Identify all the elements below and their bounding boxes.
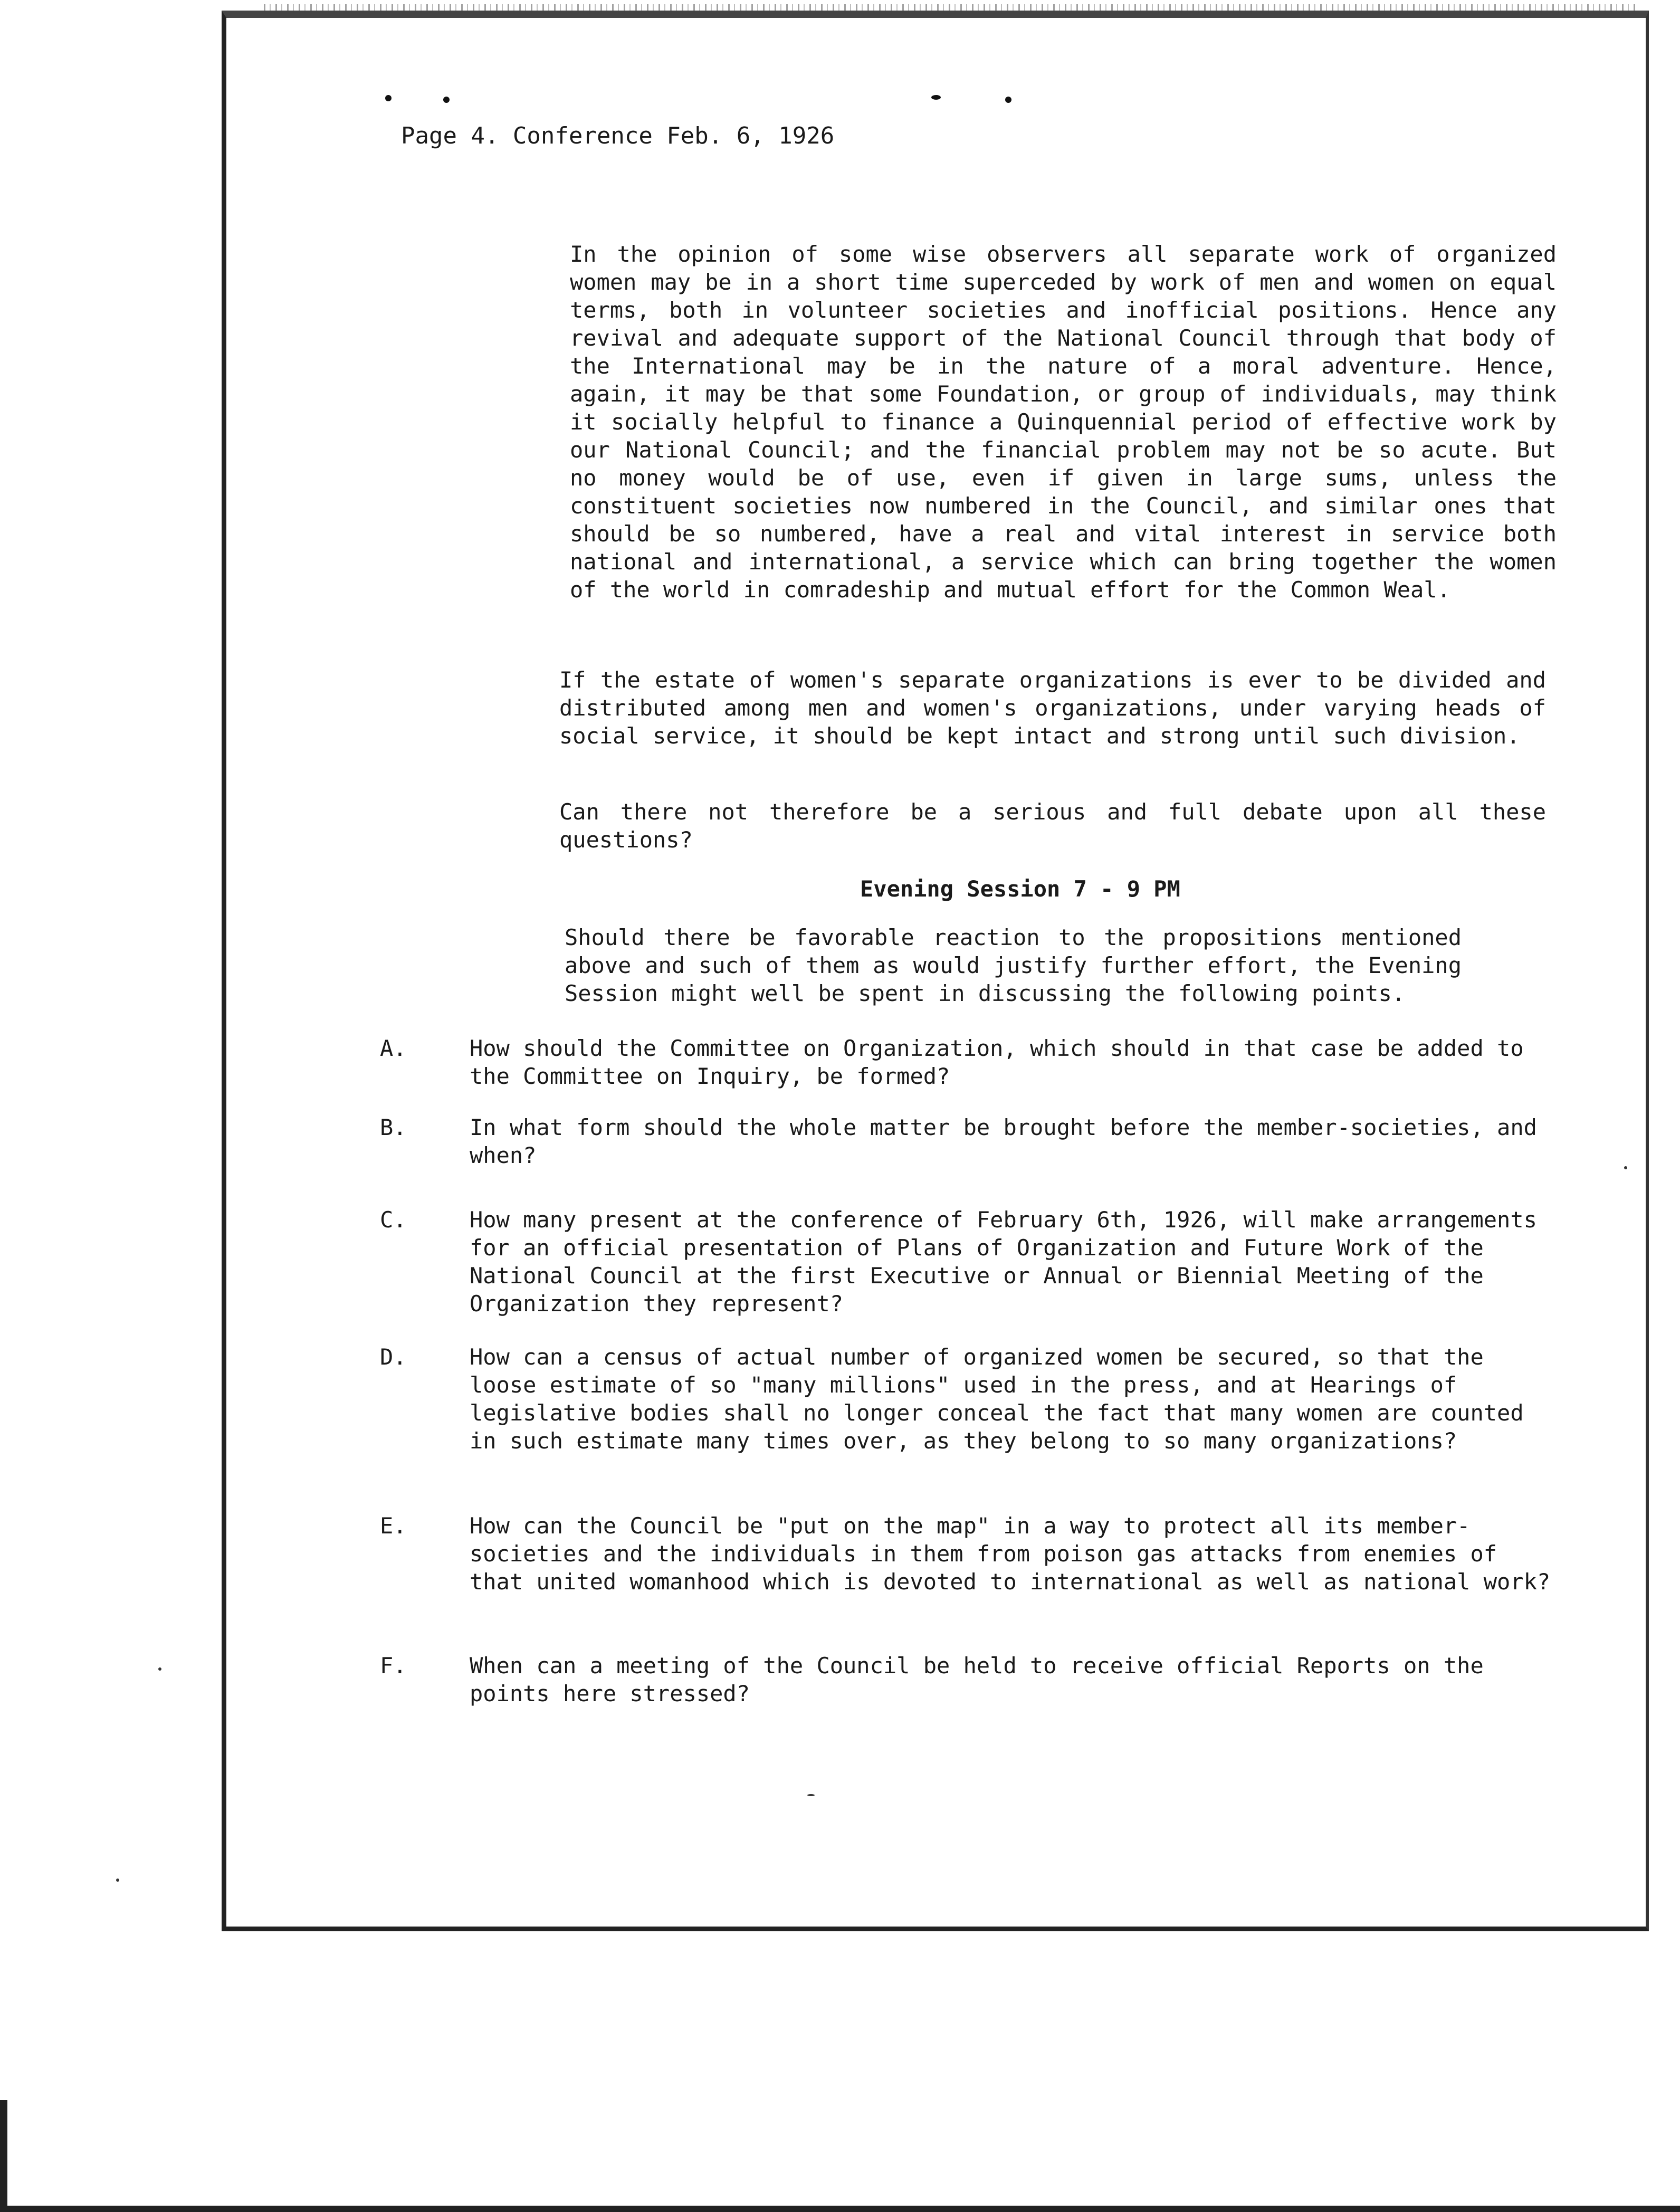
punch-mark: [385, 95, 392, 101]
session-intro: Should there be favorable reaction to the propositions mentioned above and such of them as would justify further effort, the Evening Session might well be spent in discussing the following points.: [565, 924, 1462, 1006]
punch-mark: [931, 95, 941, 100]
scan-speck: [1624, 1166, 1627, 1169]
punch-mark: [443, 97, 450, 103]
paragraph-estate: If the estate of women's separate organizations is ever to be divided and distributed among men and women's organizations, under varying heads of social service, it should be kept intact and strong until such division.: [559, 667, 1546, 749]
item-letter: B.: [380, 1114, 407, 1140]
item-text: When can a meeting of the Council be held to receive official Reports on the points here stressed?: [470, 1653, 1484, 1706]
page-header: Page 4. Conference Feb. 6, 1926: [401, 122, 835, 149]
item-letter: A.: [380, 1035, 407, 1061]
paragraph-debate: Can there not therefore be a serious and full debate upon all these questions?: [559, 799, 1546, 853]
scan-speck: [807, 1794, 815, 1796]
item-text: How should the Committee on Organization, which should in that case be added to the Committee on Inquiry, be formed?: [470, 1035, 1524, 1089]
scan-border: [0, 2206, 1680, 2212]
item-letter: F.: [380, 1653, 407, 1679]
item-letter: D.: [380, 1344, 407, 1370]
item-text: How can the Council be "put on the map" in a way to protect all its member-societies and the individuals in them from poison gas attacks from enemies of that united womanhood which is devoted to international as well as national work?: [470, 1513, 1551, 1595]
item-letter: C.: [380, 1207, 407, 1233]
paragraph-opinion: In the opinion of some wise observers all separate work of organized women may be in a short time superceded by work of men and women on equal terms, both in volunteer societies and inofficial positions. Hence any revival and adequate support of the National Council through that body of the International may be in the nature of a moral adventure. Hence, again, it may be that some Foundation, or group of individuals, may think it socially helpful to finance a Quinquennial period of effective work by our National Council; and the financial problem may not be so acute. But no money would be of use, even if given in large sums, unless the constituent societies now numbered in the Council, and similar ones that should be so numbered, have a real and vital interest in service both national and international, a service which can bring together the women of the world in comradeship and mutual effort for the Common Weal.: [570, 241, 1557, 603]
item-text: In what form should the whole matter be brought before the member-societies, and when?: [470, 1114, 1537, 1168]
scan-speck: [116, 1879, 119, 1882]
item-text: How many present at the conference of February 6th, 1926, will make arrangements for an official presentation of Plans of Organization and Future Work of the National Council at the first Executive or Annual or Biennial Meeting of the Organization they represent?: [470, 1207, 1537, 1317]
session-heading: Evening Session 7 - 9 PM: [860, 876, 1180, 902]
punch-mark: [1005, 97, 1011, 103]
scan-speck: [158, 1667, 161, 1671]
item-letter: E.: [380, 1513, 407, 1539]
item-text: How can a census of actual number of organized women be secured, so that the loose estimate of so "many millions" used in the press, and at Hearings of legislative bodies shall no longer conceal the fact that many women are counted in such estimate many times over, as they belong to so many organizations?: [470, 1344, 1524, 1454]
scan-border: [0, 2100, 7, 2212]
